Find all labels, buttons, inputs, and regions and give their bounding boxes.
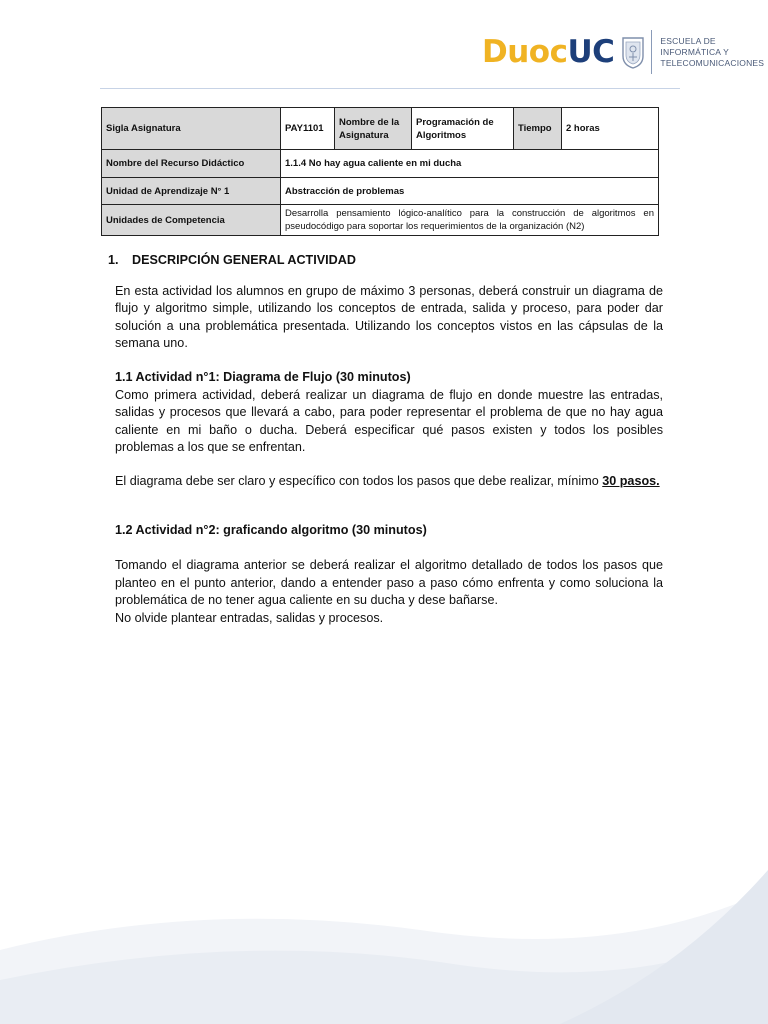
table-row — [102, 205, 659, 236]
document-header — [0, 0, 768, 100]
tiempo-label: Tiempo — [514, 108, 562, 150]
section-title: DESCRIPCIÓN GENERAL ACTIVIDAD — [132, 253, 356, 267]
intro-paragraph: En esta actividad los alumnos en grupo de máximo 3 personas, deberá construir un diagrama de flujo y algoritmo simple, utilizando los conceptos de entrada, salida y proceso, para poder dar solución a una problemática presentada. Utilizando los conceptos vistos en las cápsulas de la semana uno. — [115, 283, 663, 351]
duoc-uc-logo — [482, 28, 764, 76]
logo-uc-text: UC — [567, 33, 615, 70]
activity-2-note: No olvide plantear entradas, salidas y procesos. — [115, 610, 384, 625]
table-row — [102, 150, 659, 178]
nombre-asignatura-value: Programación de Algoritmos — [412, 108, 514, 150]
activity-description — [108, 252, 663, 628]
school-line-2: INFORMÁTICA Y — [660, 46, 729, 57]
requirement-text: El diagrama debe ser claro y específico con todos los pasos que debe realizar, mínimo — [115, 473, 603, 488]
sigla-label: Sigla Asignatura — [102, 108, 281, 150]
activity-2-text: Tomando el diagrama anterior se deberá realizar el algoritmo detallado de todos los pasos que planteo en el punto anterior, dando a entender paso a paso cómo enfrenta y como soluciona la problemática de no tener agua caliente en su ducha y dese bañarse. — [115, 558, 663, 608]
competencia-label: Unidades de Competencia — [102, 205, 281, 236]
table-row — [102, 178, 659, 205]
course-info-table — [101, 107, 659, 236]
nombre-asignatura-label: Nombre de la Asignatura — [335, 108, 412, 150]
unidad-label: Unidad de Aprendizaje N° 1 — [102, 178, 281, 205]
section-heading — [108, 252, 663, 270]
university-seal-icon — [620, 34, 646, 70]
activity-1-requirement — [115, 473, 663, 491]
school-name — [660, 36, 764, 69]
school-line-1: ESCUELA DE — [660, 35, 716, 46]
tiempo-value: 2 horas — [562, 108, 659, 150]
header-rule — [100, 88, 680, 89]
background-wave-decoration — [0, 870, 768, 1024]
school-line-3: TELECOMUNICACIONES — [660, 57, 765, 68]
requirement-steps: 30 pasos. — [602, 473, 660, 488]
recurso-label: Nombre del Recurso Didáctico — [102, 150, 281, 178]
activity-2-title: 1.2 Actividad n°2: graficando algoritmo (30 minutos) — [115, 522, 427, 537]
recurso-value: 1.1.4 No hay agua caliente en mi ducha — [281, 150, 659, 178]
logo-divider — [651, 30, 652, 74]
unidad-value: Abstracción de problemas — [281, 178, 659, 205]
table-row — [102, 108, 659, 150]
sigla-value: PAY1101 — [281, 108, 335, 150]
section-number: 1. — [108, 253, 119, 267]
logo-duoc-text: Duoc — [482, 33, 568, 70]
competencia-value: Desarrolla pensamiento lógico-analítico para la construcción de algoritmos en pseudocódigo para soportar los requerimientos de la organización (N2) — [281, 205, 659, 236]
activity-1-title: 1.1 Actividad n°1: Diagrama de Flujo (30 minutos) — [115, 369, 411, 384]
activity-1-text: Como primera actividad, deberá realizar un diagrama de flujo en donde muestre las entradas, salidas y procesos que llevará a cabo, para poder representar el problema de que no hay agua caliente en mi baño o ducha. Deberá especificar qué pasos existen y todos los posibles problemas a los que se enfrentan. — [115, 387, 663, 455]
